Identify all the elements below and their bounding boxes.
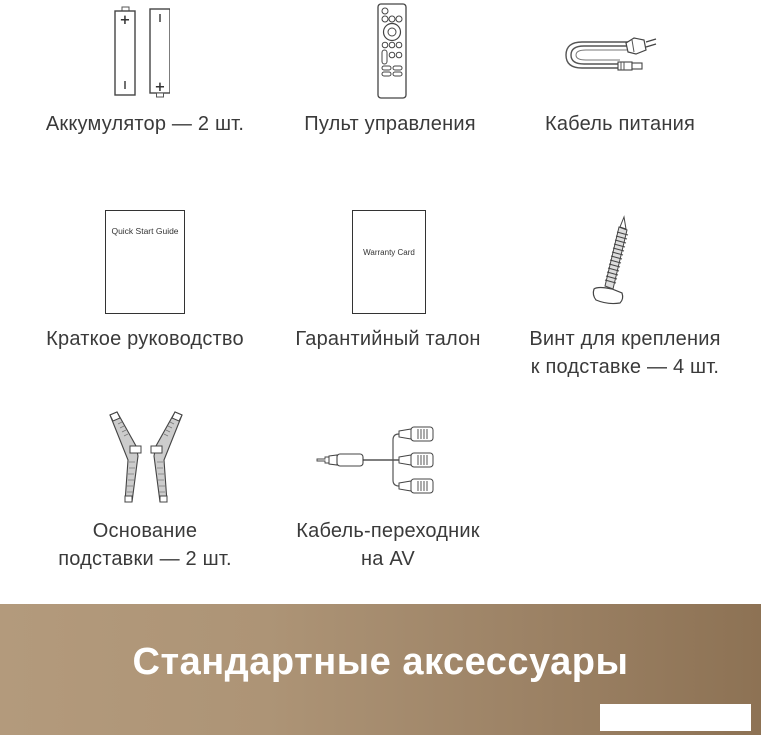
screw-label xyxy=(500,325,750,381)
label-line: Основание xyxy=(92,520,198,542)
banner-title: Стандартные аксессуары xyxy=(132,641,629,683)
label-line: Краткое руководство xyxy=(46,328,244,350)
remote-control-icon xyxy=(376,3,408,99)
av-cable-label xyxy=(268,517,508,573)
warranty-label xyxy=(268,325,508,353)
stand-legs-icon xyxy=(108,410,184,506)
label-line: подставки — 2 шт. xyxy=(58,548,232,570)
label-line: Кабель питания xyxy=(544,113,696,135)
quick-start-guide-icon xyxy=(105,210,185,314)
svg-text:+: + xyxy=(119,13,131,28)
battery-label xyxy=(20,110,270,138)
remote-label xyxy=(270,110,510,138)
battery-icon xyxy=(110,2,170,98)
svg-text:+: + xyxy=(154,80,166,95)
white-box xyxy=(600,704,751,731)
av-adapter-cable-icon xyxy=(315,420,437,500)
label-line: Винт для крепления xyxy=(529,328,721,350)
label-line: к подставке — 4 шт. xyxy=(530,356,720,378)
label-line: Пульт управления xyxy=(304,113,476,135)
label-line: Аккумулятор — 2 шт. xyxy=(45,113,245,135)
power-cable-icon xyxy=(560,30,670,75)
screw-icon xyxy=(590,215,640,310)
label-line: Гарантийный талон xyxy=(295,328,481,350)
stand-base-label xyxy=(20,517,270,573)
accessories-banner xyxy=(0,604,761,735)
warranty-card-icon xyxy=(352,210,426,314)
label-line: Кабель-переходник xyxy=(296,520,480,542)
quick-guide-label xyxy=(15,325,275,353)
label-line: на AV xyxy=(361,548,415,570)
power-cable-label xyxy=(500,110,740,138)
warranty-card-text: Warranty Card xyxy=(363,248,415,257)
quick-start-guide-text: Quick Start Guide xyxy=(111,226,179,236)
